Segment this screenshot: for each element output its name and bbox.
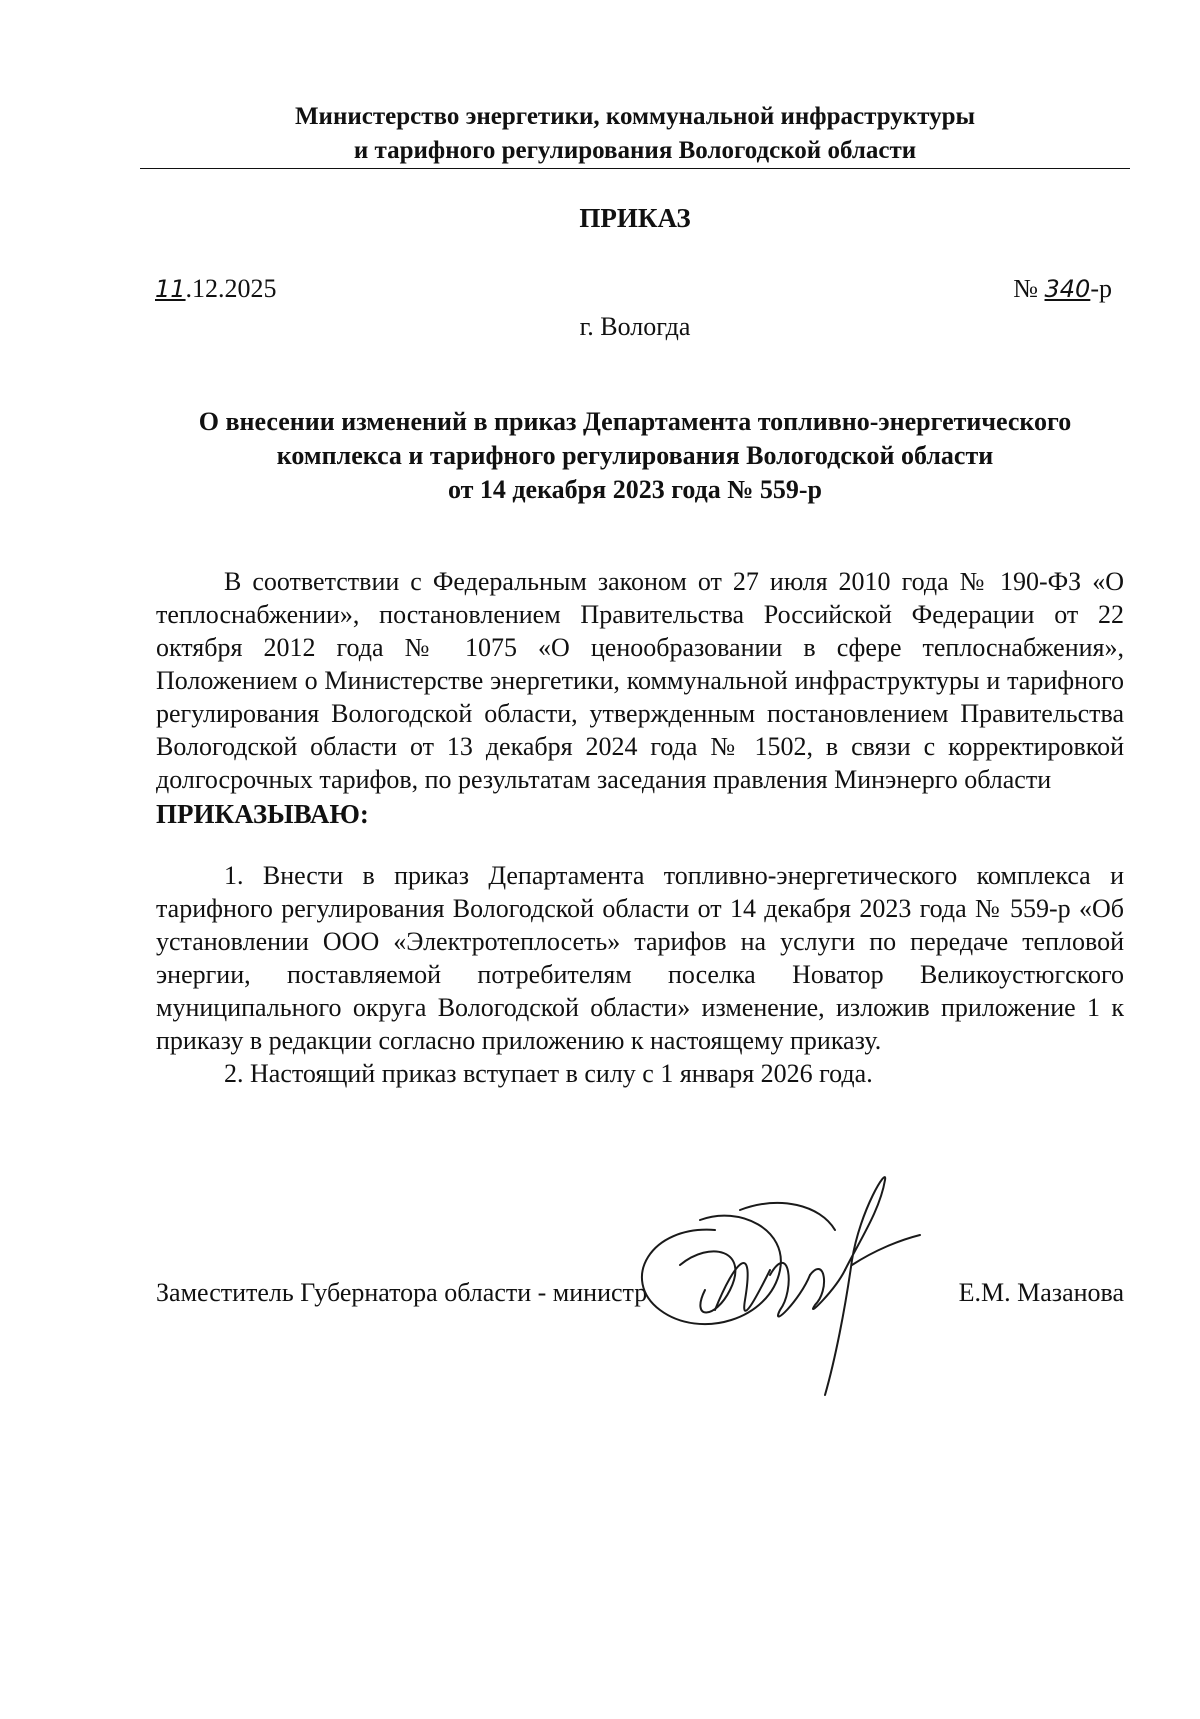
number-prefix: № <box>1013 274 1045 303</box>
handwritten-day: 11 <box>155 275 186 303</box>
document-number <box>1013 274 1112 304</box>
order-item-2: 2. Настоящий приказ вступает в силу с 1 января 2026 года. <box>224 1059 873 1088</box>
org-line-1: Министерство энергетики, коммунальной инфраструктуры <box>294 103 976 130</box>
signatory-title: Заместитель Губернатора области - министр <box>156 1278 648 1307</box>
date-rest: .12.2025 <box>185 274 277 303</box>
handwritten-signature <box>620 1170 960 1400</box>
handwritten-number: 340 <box>1044 275 1091 303</box>
subject-line-1: О внесении изменений в приказ Департамента топливно-энергетического <box>198 407 1072 436</box>
number-suffix: -р <box>1090 274 1112 303</box>
preamble-paragraph: В соответствии с Федеральным законом от 27 июля 2010 года № 190-ФЗ «О теплоснабжении», постановлением Правительства Российской Федерации от 22 октября 2012 года № 1075 «О ценообразовании в сфере теплоснабжения», Положением о Министерстве энергетики, коммунальной инфраструктуры и тарифного регулирования Вологодской области, утвержденным постановлением Правительства Вологодской области от 13 декабря 2024 года № 1502, в связи с корректировкой долгосрочных тарифов, по результатам заседания правления Минэнерго области <box>156 567 1124 794</box>
subject-line-2: комплекса и тарифного регулирования Вологодской области <box>276 441 994 470</box>
document-subject <box>140 405 1130 507</box>
order-word: ПРИКАЗЫВАЮ: <box>156 799 369 829</box>
document-date <box>155 274 277 304</box>
org-line-2: и тарифного регулирования Вологодской области <box>353 137 917 164</box>
order-item-1: 1. Внести в приказ Департамента топливно-энергетического комплекса и тарифного регулирования Вологодской области от 14 декабря 2023 года № 559-р «Об установлении ООО «Электротеплосеть» тарифов на услуги по передаче тепловой энергии, поставляемой потребителям поселка Новатор Великоустюгского муниципального округа Вологодской области» изменение, изложив приложение 1 к приказу в редакции согласно приложению к настоящему приказу. <box>156 861 1124 1055</box>
document-type: ПРИКАЗ <box>579 203 691 233</box>
organization-header <box>140 100 1130 168</box>
subject-line-3: от 14 декабря 2023 года № 559-р <box>447 475 823 504</box>
document-body <box>156 565 1124 1090</box>
header-divider <box>140 168 1130 169</box>
city: г. Вологда <box>579 312 691 341</box>
signatory-name: Е.М. Мазанова <box>958 1278 1124 1307</box>
